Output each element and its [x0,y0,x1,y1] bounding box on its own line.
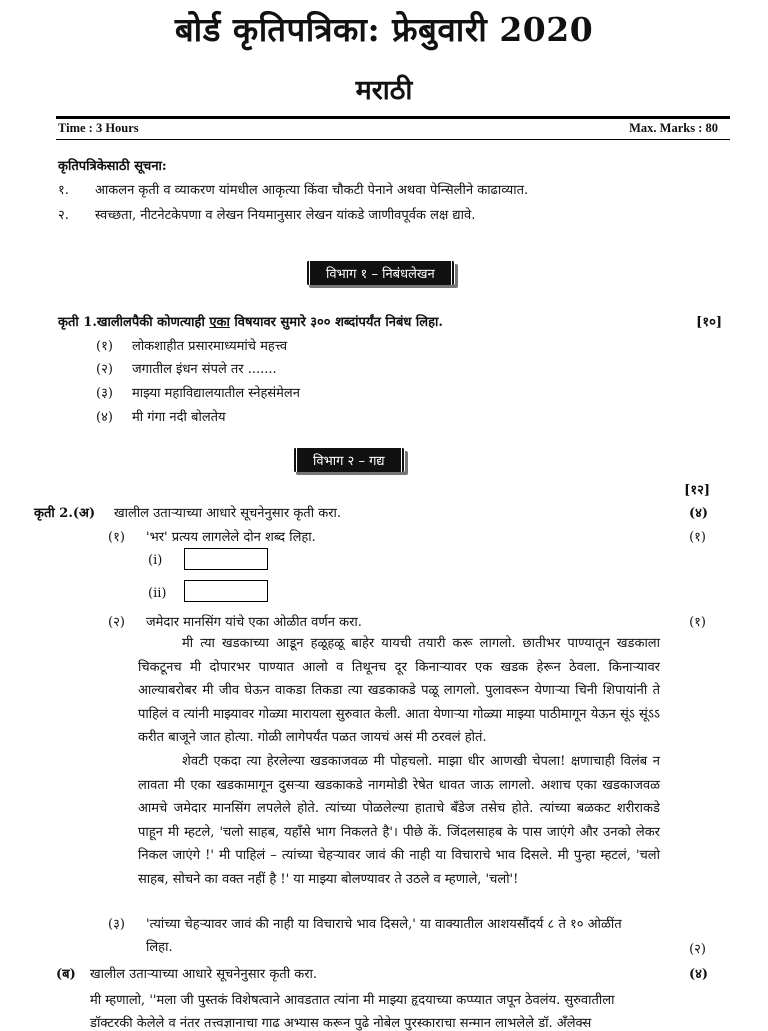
section-2-banner: विभाग २ – गद्य [293,448,405,472]
instruction-text: स्वच्छता, नीटनेटकेपणा व लेखन नियमानुसार लेखन यांकडे जाणीवपूर्वक लक्ष द्यावे. [95,208,476,223]
task-1-prefix: कृती 1.खालीलपैकी कोणत्याही [58,315,205,330]
task-2b-label: (ब) [56,967,76,982]
task-2a-text: खालील उताऱ्याच्या आधारे सूचनेनुसार कृती करा. [114,506,342,521]
essay-option-text: माझ्या महाविद्यालयातील स्नेहसंमेलन [132,386,300,401]
task-1-emphasis: एका [209,315,230,330]
instruction-text: आकलन कृती व व्याकरण यांमधील आकृत्या किंवा चौकटी पेनाने अथवा पेन्सिलीने काढाव्यात. [95,183,529,198]
answer-box-i[interactable] [184,548,268,570]
essay-option-number: (४) [96,410,113,425]
max-marks: Max. Marks : 80 [629,121,718,135]
exam-time: Time : 3 Hours [58,121,139,135]
task-2b-text: खालील उताऱ्याच्या आधारे सूचनेनुसार कृती करा. [90,967,318,982]
subject-title: मराठी [355,75,413,106]
passage-b-line: मी म्हणालो, ''मला जी पुस्तकं विशेषत्वाने आवडतात त्यांना मी माझ्या हृदयाच्या कप्प्यात जपून ठेवलंय. सुरुवातीला [90,993,615,1008]
essay-option-number: (२) [96,362,113,377]
answer-label-i: (i) [148,553,163,568]
question-2-text: जमेदार मानसिंग यांचे एका ओळीत वर्णन करा. [146,615,362,630]
essay-option-text: जगातील इंधन संपले तर ....... [132,362,277,377]
task-1-marks: [१०] [696,315,722,330]
question-3-text-continued: लिहा. [146,940,173,955]
question-1-marks: (१) [689,530,706,545]
answer-box-ii[interactable] [184,580,268,602]
task-2a-marks: (४) [688,506,708,521]
instruction-number: २. [58,208,69,223]
essay-option-number: (३) [96,386,113,401]
task-1-question [58,312,443,330]
task-2a-label: कृती 2.(अ) [34,506,96,521]
essay-option-number: (१) [96,339,113,354]
question-number: (३) [108,917,125,932]
task-1-suffix: विषयावर सुमारे ३०० शब्दांपर्यंत निबंध लिहा. [234,315,443,330]
passage-a [138,632,660,892]
essay-option-text: मी गंगा नदी बोलतेय [132,410,226,425]
question-1-text: 'भर' प्रत्यय लागलेले दोन शब्द लिहा. [146,530,316,545]
question-2-marks: (१) [689,615,706,630]
question-number: (२) [108,615,125,630]
passage-a-paragraph-2: शेवटी एकदा त्या हेरलेल्या खडकाजवळ मी पोहचलो. माझा धीर आणखी चेपला! क्षणाचाही विलंब न लावता मी एका खडकामागून दुसऱ्या खडकाकडे नागमोडी रेषेत धावत जाऊ लागलो. अशाच एका खडकाजवळ आमचे जमेदार मानसिंग लपलेले होते. त्यांच्या पोळलेल्या हाताचे बँडेज तसेच होते. त्यांच्या बळकट शरीराकडे पाहून मी म्हटले, 'चलो साहब, यहाँसे भाग निकलते है'। पीछे कें. जिंदलसाहब के पास जाएंगे और उनको लेकर निकल जाएंगे !' मी पाहिलं – त्यांच्या चेहऱ्यावर जावं की नाही या विचाराचे भाव दिसले. मी पुन्हा म्हटलं, 'चलो साहब, सोचने का वक्त नहीं है !' या माझ्या बोलण्यावर ते उठले व म्हणाले, 'चलो'! [138,753,660,887]
header-divider-thick [56,116,730,119]
passage-b-line: डॉक्टरकी केलेले व नंतर तत्त्वज्ञानाचा गाढ अभ्यास करून पुढे नोबेल पुरस्काराचा सन्मान लाभलेले डॉ. अँलेक्स [90,1016,592,1031]
section-2-total-marks: [१२] [684,483,710,498]
document-title: बोर्ड कृतिपत्रिका: फ्रेबुवारी 2020 [174,10,594,49]
instructions-heading: कृतिपत्रिकेसाठी सूचना: [58,159,167,174]
section-1-banner: विभाग १ – निबंधलेखन [306,261,455,285]
header-divider-thin [56,139,730,140]
passage-a-paragraph-1: मी त्या खडकाच्या आडून हळूहळू बाहेर यायची तयारी करू लागलो. छातीभर पाण्यातून खडकाला चिकटूनच मी दोपारभर पाण्यात आलो व तिथूनच दूर किनाऱ्यावर एक खडक हेरून ठेवला. किनाऱ्यावर आल्याबरोबर मी जीव घेऊन वाकडा तिकडा त्या खडकाकडे पळू लागलो. पुलावरून येणाऱ्या चिनी शिपायांनी ते पाहिलं व त्यांनी माझ्यावर गोळ्या मारायला सुरुवात केली. आता येणाऱ्या गोळ्या माझ्या पाठीमागून येऊन सूंऽ सूंऽऽ करीत बाजूने जात होत्या. गोळी लागेपर्यंत पळत जायचं असं मी ठरवलं होतं. [138,636,660,746]
instruction-number: १. [58,183,69,198]
question-number: (१) [108,530,125,545]
task-2b-marks: (४) [688,967,708,982]
essay-option-text: लोकशाहीत प्रसारमाध्यमांचे महत्त्व [132,339,288,354]
question-3-text: 'त्यांच्या चेहऱ्यावर जावं की नाही या विचाराचे भाव दिसले,' या वाक्यातील आशयसौंदर्य ८ ते १० ओळींत [146,917,622,932]
answer-label-ii: (ii) [148,586,167,601]
question-3-marks: (२) [689,942,706,957]
